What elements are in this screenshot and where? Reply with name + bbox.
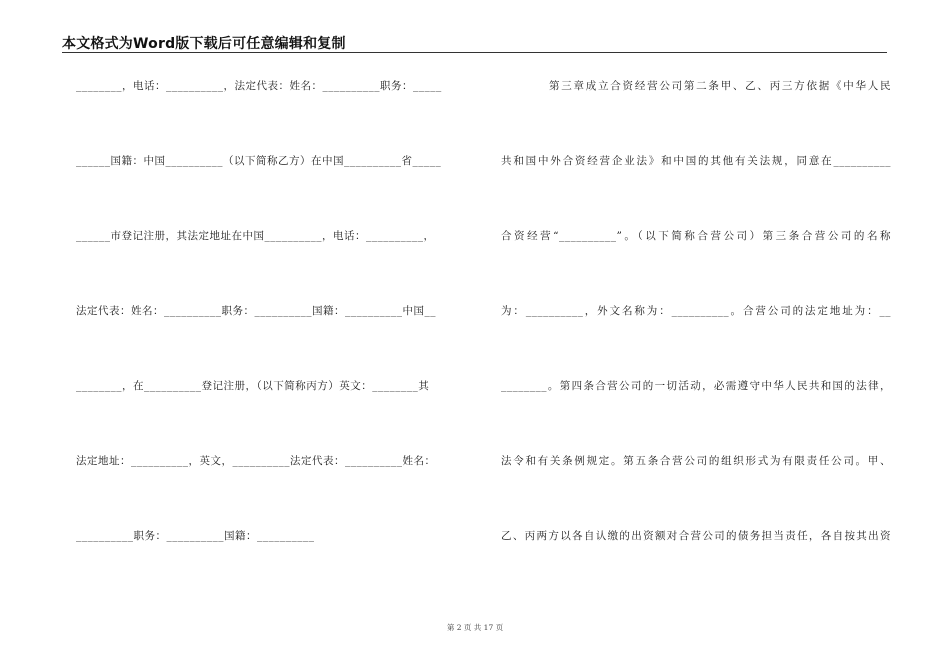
document-header-title: 本文格式为Word版下载后可任意编辑和复制 [62, 36, 346, 52]
text-line-content: 为：__________，外文名称为：__________。合营公司的法定地址为：__ [501, 305, 891, 317]
text-line [76, 297, 464, 372]
text-line-content: 法令和有关条例规定。第五条合营公司的组织形式为有限责任公司。甲、 [501, 455, 891, 467]
text-line [501, 297, 891, 372]
right-text-column [501, 72, 891, 597]
text-line [501, 72, 891, 147]
text-line-content: ______市登记注册，其法定地址在中国__________，电话：__________， [76, 230, 435, 242]
text-line-content: ________。第四条合营公司的一切活动，必需遵守中华人民共和国的法律， [501, 380, 891, 392]
text-line [76, 447, 464, 522]
text-line-content: 法定代表：姓名：__________职务：__________国籍：__________中国__ [76, 305, 436, 317]
text-line-content: 共和国中外合资经营企业法》和中国的其他有关法规，同意在__________ [501, 155, 891, 167]
header-divider [62, 52, 887, 53]
text-line [76, 522, 464, 597]
text-line [76, 147, 464, 222]
text-line [76, 372, 464, 447]
text-line [501, 372, 891, 447]
left-text-column [76, 72, 464, 597]
text-line-content: 乙、丙两方以各自认缴的出资额对合营公司的债务担当责任，各自按其出资 [501, 530, 891, 542]
text-line [501, 147, 891, 222]
text-line-content: __________职务：__________国籍：__________ [76, 530, 315, 542]
text-line-content: ________，电话：__________，法定代表：姓名：__________职务：_____ [76, 80, 442, 92]
text-line-content: 第三章成立合资经营公司第二条甲、乙、丙三方依据《中华人民 [549, 80, 891, 92]
page-number-footer: 第 2 页 共 17 页 [446, 623, 504, 632]
text-line [76, 222, 464, 297]
text-line [501, 222, 891, 297]
text-line-content: 法定地址：__________，英文，__________法定代表：__________姓名： [76, 455, 436, 467]
text-line-content: ______国籍：中国__________（以下简称乙方）在中国__________省_____ [76, 155, 442, 167]
text-line [501, 447, 891, 522]
text-line-content: 合资经营“__________”。（以下简称合营公司）第三条合营公司的名称 [501, 230, 891, 242]
text-line [76, 72, 464, 147]
text-line-content: ________，在__________登记注册，（以下简称丙方）英文：________其 [76, 380, 430, 392]
text-line [501, 522, 891, 597]
